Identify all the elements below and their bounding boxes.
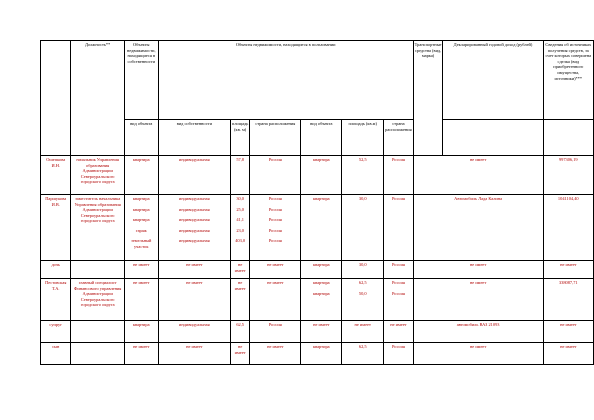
used-object-type: квартира (301, 156, 342, 195)
table-row (41, 279, 594, 321)
owned-area: 62,5 (231, 321, 250, 343)
owned-country: Россия (268, 196, 282, 201)
owned-area: 23,0 (236, 227, 244, 233)
income: 338087,71 (543, 279, 593, 321)
owned-object-type: не имеет (124, 279, 158, 321)
owned-area: не имеет (231, 279, 250, 321)
used-area: 62,5 (358, 280, 367, 285)
person-position: главный специалист Финансового управления Администрации Североуральского городского округа (71, 279, 124, 321)
owned-country: не имеет (250, 343, 301, 365)
owned-country: не имеет (250, 261, 301, 279)
income: 997306,19 (543, 156, 593, 195)
owned-object-type: квартира (132, 196, 150, 201)
table-row (41, 156, 594, 195)
owned-area-list (231, 195, 250, 261)
declaration-page (40, 40, 594, 365)
header-own-type: вид собственности (158, 120, 230, 156)
income: не имеет (543, 321, 593, 343)
owned-object-type: квартира (124, 156, 158, 195)
used-country: Россия (384, 195, 414, 261)
used-country: не имеет (384, 321, 414, 343)
header-position: Должность** (71, 41, 124, 156)
owned-area: не имеет (231, 261, 250, 279)
used-object-type-list (301, 279, 342, 321)
owned-country: Россия (250, 321, 301, 343)
income: не имеет (543, 261, 593, 279)
ownership-type: не имеет (158, 261, 230, 279)
person-name: Ошепкова И.Н. (41, 156, 71, 195)
transport: Автомобиль Лада Калина (413, 195, 543, 261)
ownership-type: не имеет (158, 343, 230, 365)
used-object-type: квартира (301, 261, 342, 279)
income-table (40, 40, 594, 365)
header-country: страна расположения (250, 120, 301, 156)
owned-country: Россия (250, 156, 301, 195)
header-owned: Объекты недвижимости, находящиеся в собственности (124, 41, 158, 120)
header-row-1 (41, 41, 594, 120)
person-name: супруг (41, 321, 71, 343)
used-object-type: квартира (301, 343, 342, 365)
owned-area: 30,0 (236, 196, 244, 201)
used-object-type: квартира (301, 195, 342, 261)
owned-country: не имеет (250, 279, 301, 321)
used-object-type: квартира (312, 280, 330, 285)
ownership-type: индивидуальная (158, 156, 230, 195)
owned-object-type: квартира (132, 206, 150, 212)
owned-object-type: гараж (135, 227, 147, 233)
used-area: 62,5 (342, 343, 384, 365)
used-area-list (342, 279, 384, 321)
owned-area: 41,1 (236, 217, 244, 223)
header-obj-type: вид объекта (124, 120, 158, 156)
owned-country: Россия (268, 238, 282, 244)
header-area: площадь (кв. м) (231, 120, 250, 156)
used-country-list (384, 279, 414, 321)
income: 1041104,40 (543, 195, 593, 261)
used-country: Россия (384, 343, 414, 365)
transport: не имеет (413, 261, 543, 279)
ownership-type: индивидуальная (179, 227, 210, 233)
used-area: 30,0 (342, 261, 384, 279)
ownership-type: индивидуальная (179, 196, 210, 201)
used-area: 50,0 (358, 290, 367, 296)
income: не имеет (543, 343, 593, 365)
ownership-type: индивидуальная (158, 321, 230, 343)
used-area: не имеет (342, 321, 384, 343)
transport: автомобиль ВАЗ 21093 (413, 321, 543, 343)
owned-country-list (250, 195, 301, 261)
header-used-country: страна расположения (384, 120, 414, 156)
transport: не имеет (413, 343, 543, 365)
owned-area: 57,8 (231, 156, 250, 195)
owned-object-type: земельный участок (131, 238, 152, 249)
header-income-sub (443, 120, 543, 156)
owned-country: Россия (268, 227, 282, 233)
person-name: Пестовская Т.А. (41, 279, 71, 321)
owned-country: Россия (268, 217, 282, 223)
person-name: Паршукова И.В. (41, 195, 71, 261)
used-country: Россия (391, 280, 405, 285)
header-row-2 (41, 120, 594, 156)
header-used: Объекты недвижимости, находящиеся в пользовании (158, 41, 413, 120)
used-object-type: квартира (312, 290, 330, 296)
header-transport: Транспортные средства (вид, марка) (413, 41, 443, 156)
person-position: заместитель начальника Управления образования Администрации Североуральского городского округа (71, 195, 124, 261)
ownership-type: индивидуальная (179, 217, 210, 223)
table-row (41, 343, 594, 365)
owned-object-type-list (124, 195, 158, 261)
transport: не имеет (413, 156, 543, 195)
person-position: начальник Управления образования Администрации Североуральского городского округа (71, 156, 124, 195)
owned-country: Россия (268, 206, 282, 212)
table-row (41, 261, 594, 279)
ownership-type: индивидуальная (179, 238, 210, 244)
owned-object-type: не имеет (124, 343, 158, 365)
ownership-type-list (158, 195, 230, 261)
owned-area: не имеет (231, 343, 250, 365)
person-name: дочь (41, 261, 71, 279)
owned-object-type: квартира (124, 321, 158, 343)
used-area: 30,0 (342, 195, 384, 261)
ownership-type: не имеет (158, 279, 230, 321)
header-used-area: площадь (кв.м) (342, 120, 384, 156)
used-object-type: не имеет (301, 321, 342, 343)
person-position (71, 321, 124, 343)
header-used-obj-type: вид объекта (301, 120, 342, 156)
owned-object-type: не имеет (124, 261, 158, 279)
owned-object-type: квартира (132, 217, 150, 223)
person-position (71, 261, 124, 279)
table-row (41, 195, 594, 261)
used-country: Россия (391, 290, 405, 296)
header-income: Декларированный годовой доход (рублей) (443, 41, 543, 120)
owned-area: 25,0 (236, 206, 244, 212)
used-area: 52,5 (342, 156, 384, 195)
header-sources-sub (543, 120, 593, 156)
ownership-type: индивидуальная (179, 206, 210, 212)
header-name (41, 41, 71, 156)
used-country: Россия (384, 156, 414, 195)
used-country: Россия (384, 261, 414, 279)
owned-area: 403,0 (235, 238, 246, 244)
table-row (41, 321, 594, 343)
transport: не имеет (413, 279, 543, 321)
person-name: сын (41, 343, 71, 365)
person-position (71, 343, 124, 365)
header-sources: Сведения об источниках получения средств, за счет которых совершена сделка (вид приобретенного имущества, источники)*** (543, 41, 593, 120)
